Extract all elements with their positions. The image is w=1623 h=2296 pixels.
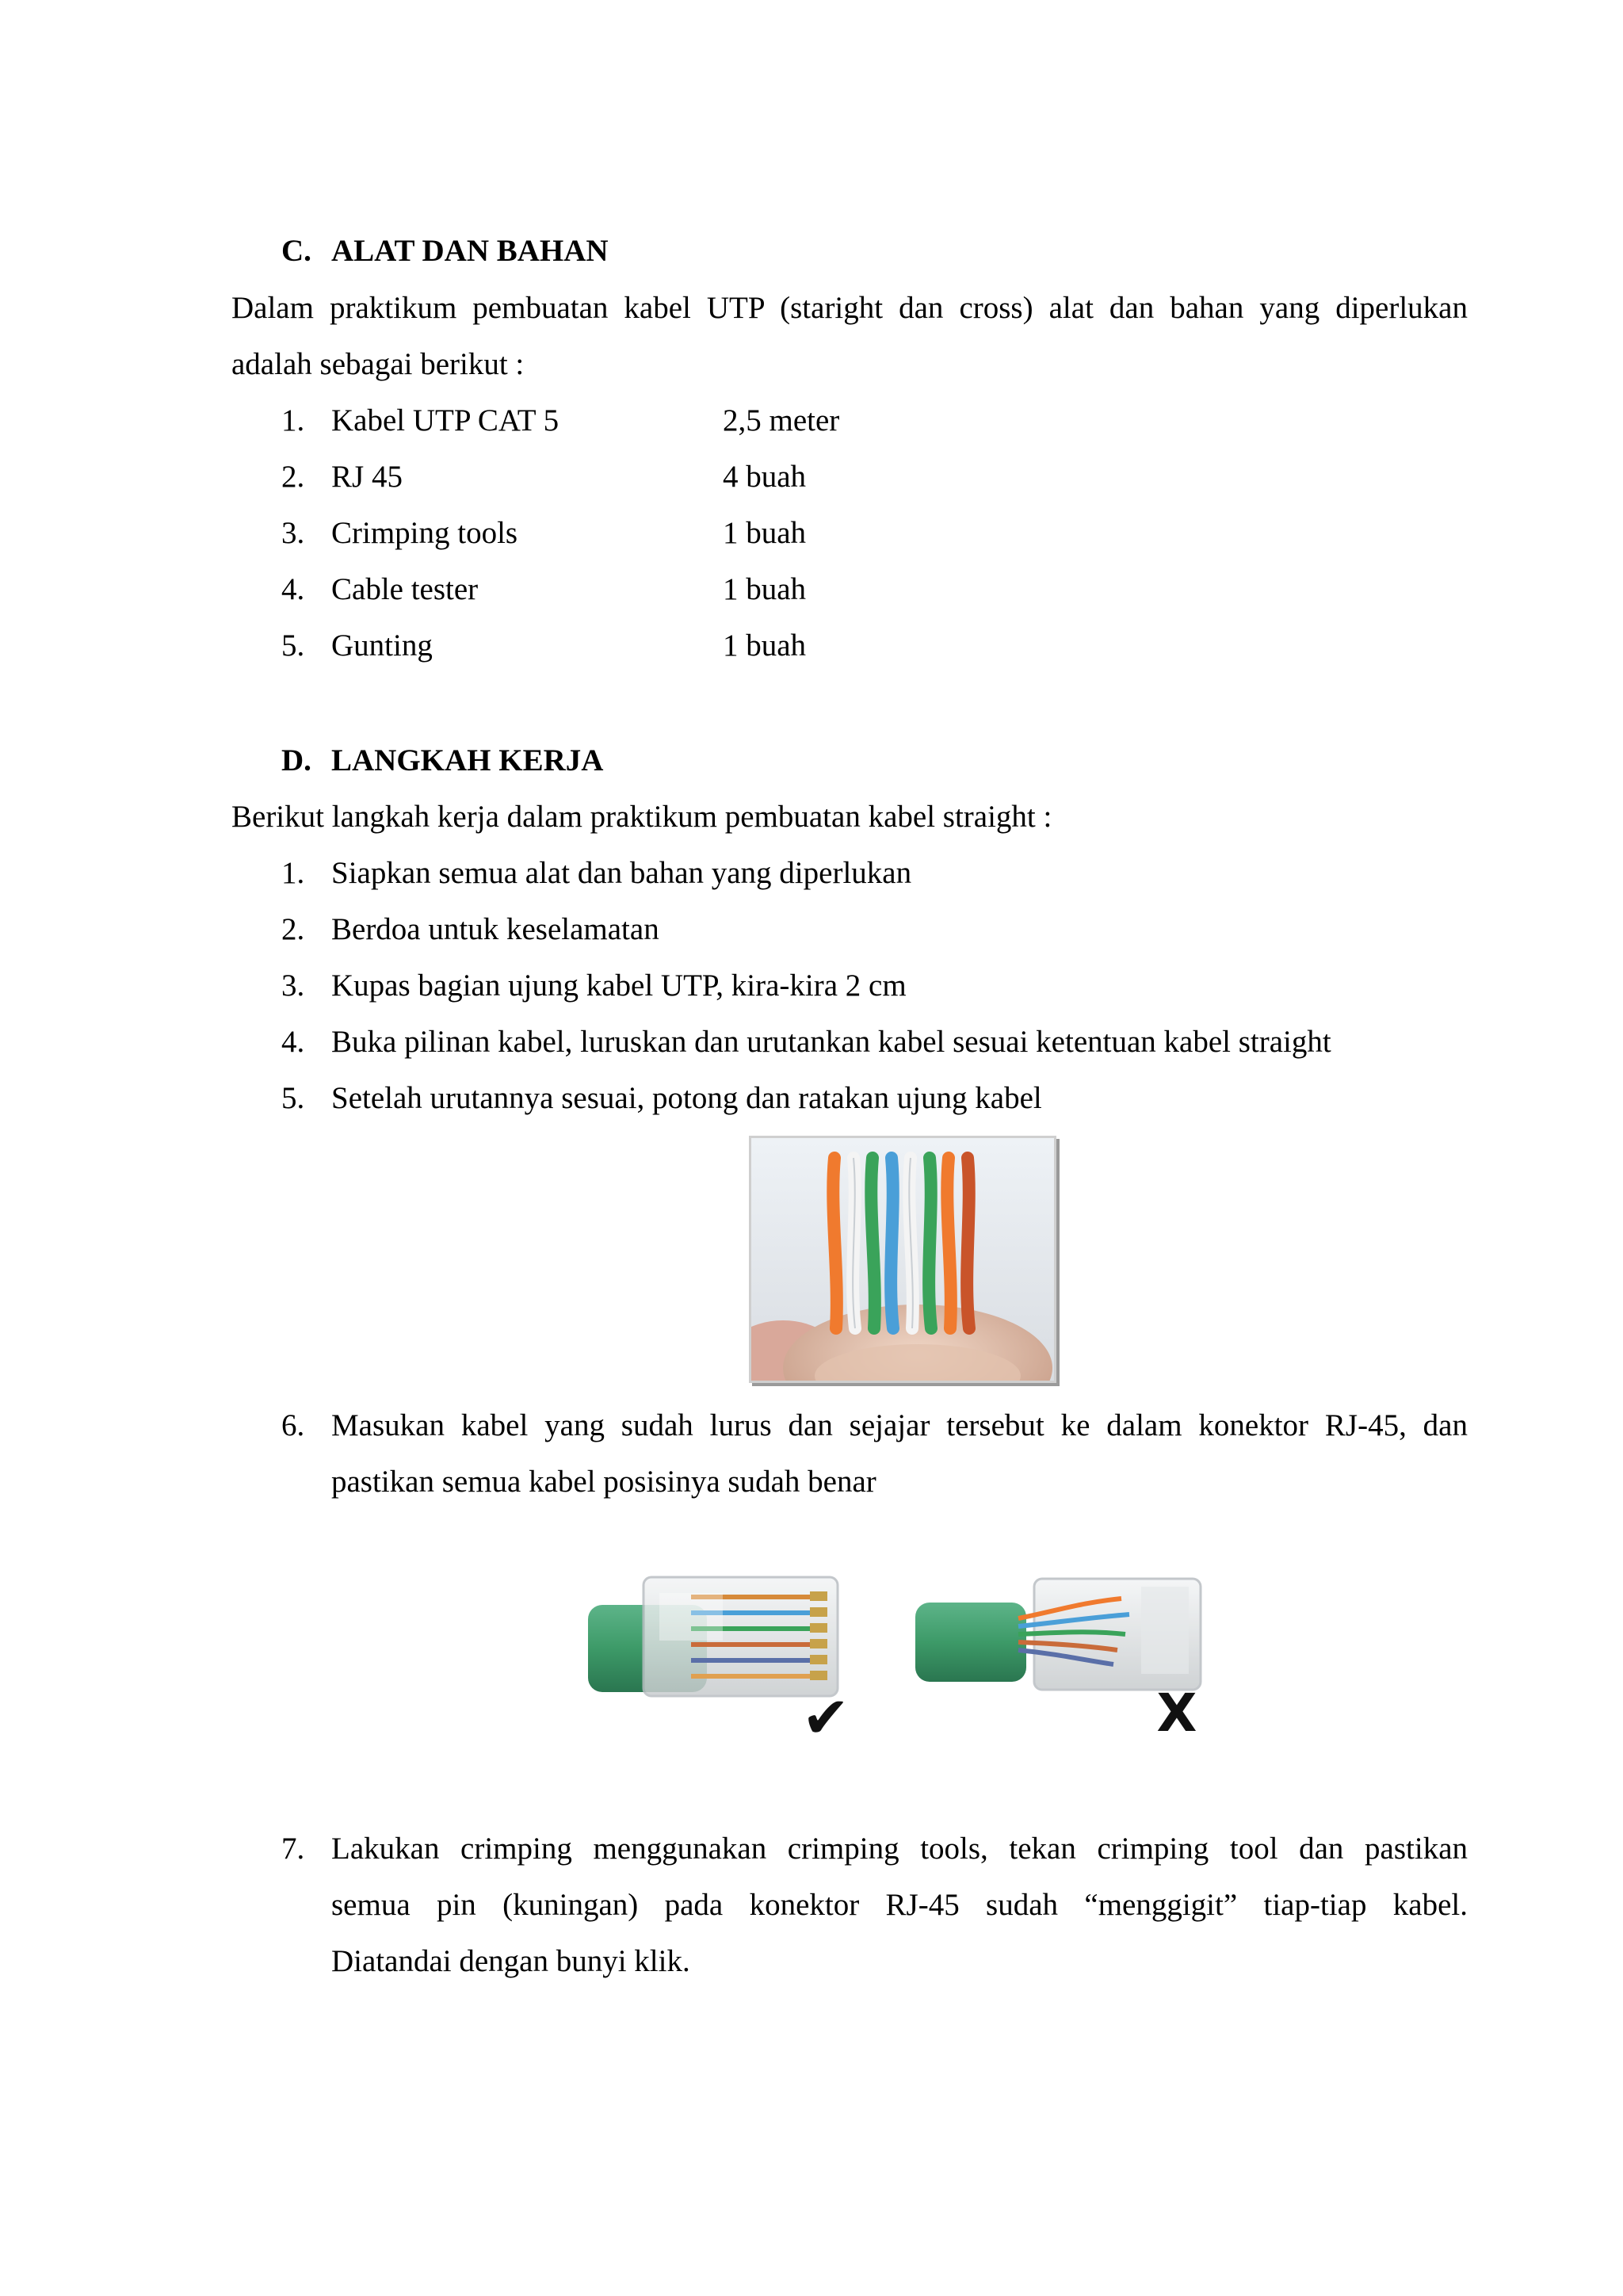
list-item-number: 5.: [281, 628, 305, 663]
checkmark-icon: ✔: [801, 1684, 850, 1751]
material-name: Gunting: [331, 628, 433, 663]
section-c-title: ALAT DAN BAHAN: [331, 234, 609, 268]
stripped-wires-image: [749, 1136, 1056, 1383]
wire-strand: [947, 1158, 951, 1328]
step-number: 1.: [281, 856, 305, 890]
step-text: Siapkan semua alat dan bahan yang diperlukan: [331, 856, 912, 890]
step-number: 4.: [281, 1025, 305, 1059]
list-item-number: 3.: [281, 516, 305, 550]
section-d-intro: Berikut langkah kerja dalam praktikum pembuatan kabel straight :: [231, 800, 1052, 834]
step-number: 2.: [281, 912, 305, 946]
material-qty: 4 buah: [723, 460, 807, 494]
section-c-intro-line2: adalah sebagai berikut :: [231, 347, 525, 381]
step-text: Buka pilinan kabel, luruskan dan urutankan kabel sesuai ketentuan kabel straight: [331, 1025, 1331, 1059]
step-number: 6.: [281, 1408, 305, 1442]
step-text-line2: pastikan semua kabel posisinya sudah benar: [331, 1465, 876, 1499]
list-item-number: 2.: [281, 460, 305, 494]
list-item-number: 4.: [281, 572, 305, 606]
connector-wrong-image: [915, 1523, 1215, 1747]
connector-correct-figure: [588, 1530, 888, 1753]
wire-strand: [871, 1158, 875, 1328]
wire-strand: [967, 1158, 969, 1328]
material-qty: 1 buah: [723, 628, 807, 663]
material-qty: 2,5 meter: [723, 403, 840, 437]
cross-icon: X: [1156, 1683, 1197, 1744]
step-text-line2: semua pin (kuningan) pada konektor RJ-45 sudah “menggigit” tiap-tiap kabel.: [331, 1888, 1468, 1922]
material-name: Cable tester: [331, 572, 479, 606]
step-number: 7.: [281, 1832, 305, 1866]
section-d-title: LANGKAH KERJA: [331, 743, 604, 777]
material-qty: 1 buah: [723, 572, 807, 606]
step-text-line1: Masukan kabel yang sudah lurus dan sejajar tersebut ke dalam konektor RJ-45, dan: [331, 1408, 1468, 1442]
step-number: 5.: [281, 1081, 305, 1115]
material-name: Crimping tools: [331, 516, 518, 550]
step-text: Kupas bagian ujung kabel UTP, kira-kira 2 cm: [331, 968, 907, 1003]
section-d-label: D.: [281, 743, 311, 777]
stripped-wires-figure: [751, 1138, 1054, 1381]
list-item-number: 1.: [281, 403, 305, 437]
connector-wrong-figure: [915, 1523, 1215, 1747]
step-text: Setelah urutannya sesuai, potong dan ratakan ujung kabel: [331, 1081, 1042, 1115]
step-text-line1: Lakukan crimping menggunakan crimping tools, tekan crimping tool dan pastikan: [331, 1832, 1468, 1866]
material-name: RJ 45: [331, 460, 403, 494]
step-text: Berdoa untuk keselamatan: [331, 912, 659, 946]
material-name: Kabel UTP CAT 5: [331, 403, 559, 437]
step-number: 3.: [281, 968, 305, 1003]
section-c-intro-line1: Dalam praktikum pembuatan kabel UTP (staright dan cross) alat dan bahan yang diperlukan: [231, 291, 1468, 325]
wire-strand: [833, 1158, 837, 1328]
section-c-label: C.: [281, 234, 311, 268]
wire-strand: [891, 1158, 893, 1328]
step-text-line3: Diatandai dengan bunyi klik.: [331, 1944, 690, 1978]
material-qty: 1 buah: [723, 516, 807, 550]
wire-strand: [929, 1158, 931, 1328]
connector-correct-image: [588, 1530, 888, 1753]
